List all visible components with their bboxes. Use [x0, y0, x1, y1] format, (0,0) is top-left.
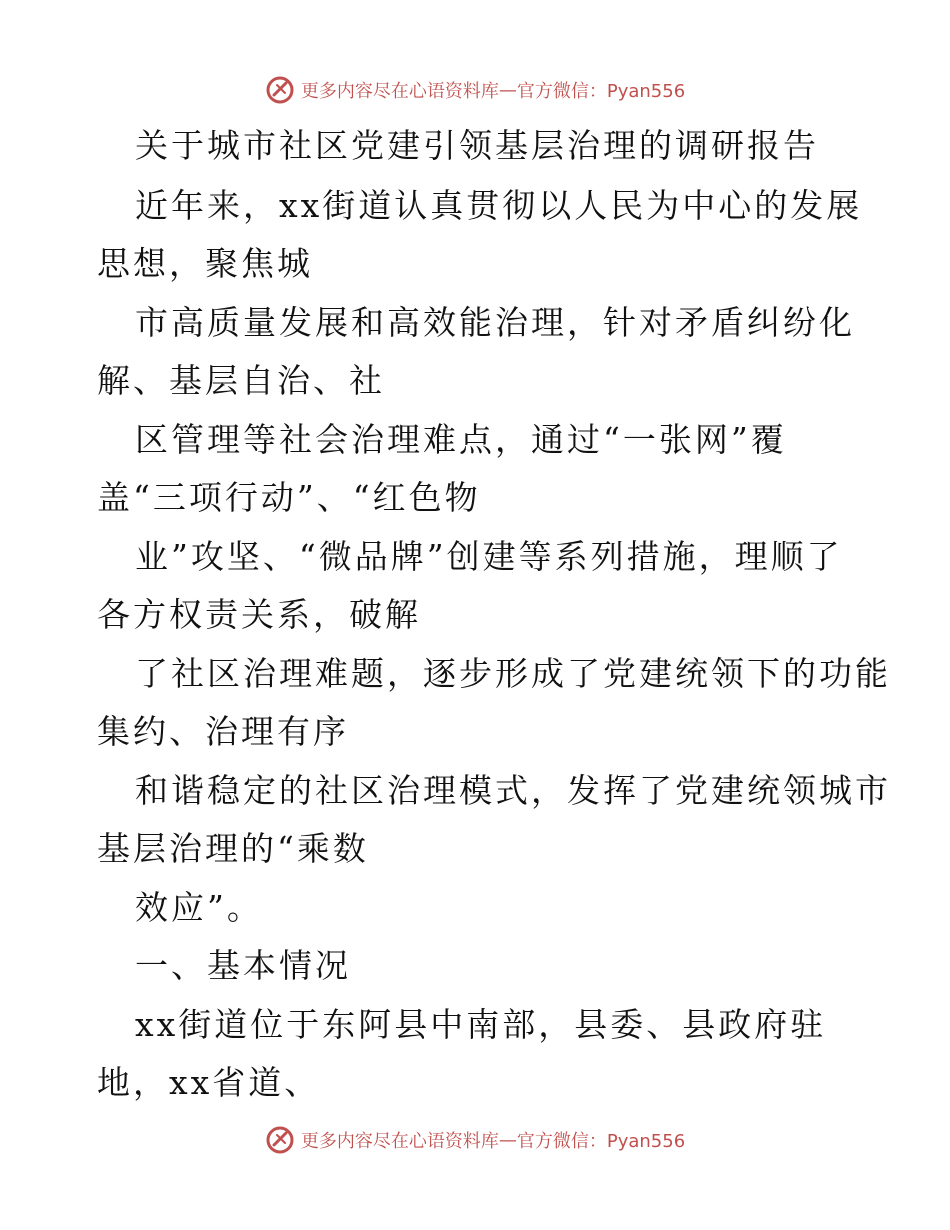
paragraph-line: 集约、治理有序: [97, 712, 349, 751]
paragraph-line: 了社区治理难题，逐步形成了党建统领下的功能: [135, 654, 891, 693]
logo-icon: [265, 1125, 295, 1155]
paragraph-line: 基层治理的“乘数: [97, 829, 369, 868]
footer-watermark: [0, 1120, 950, 1160]
watermark-wechat: 官方微信：Pyan556: [516, 1131, 686, 1152]
paragraph-line: 思想，聚焦城: [97, 244, 313, 283]
paragraph-line: 近年来，xx街道认真贯彻以人民为中心的发展: [135, 186, 863, 225]
watermark-separator: —: [498, 79, 517, 101]
watermark-main-text: 更多内容尽在心语资料库: [300, 1131, 499, 1152]
watermark-wechat: 官方微信：Pyan556: [516, 81, 686, 102]
paragraph-line: 效应”。: [135, 888, 263, 927]
document-title: 关于城市社区党建引领基层治理的调研报告: [135, 126, 819, 165]
paragraph-line: 业”攻坚、“微品牌”创建等系列措施，理顺了: [135, 537, 843, 576]
watermark-main-text: 更多内容尽在心语资料库: [300, 81, 499, 102]
watermark-separator: —: [498, 1129, 517, 1151]
paragraph-line: 和谐稳定的社区治理模式，发挥了党建统领城市: [135, 771, 891, 810]
paragraph-line: 地，xx省道、: [97, 1063, 321, 1102]
paragraph-line: xx街道位于东阿县中南部，县委、县政府驻: [135, 1005, 827, 1044]
section-heading: 一、基本情况: [135, 946, 351, 985]
paragraph-line: 解、基层自治、社: [97, 361, 385, 400]
header-watermark: [0, 70, 950, 110]
paragraph-line: 市高质量发展和高效能治理，针对矛盾纠纷化: [135, 303, 855, 342]
logo-icon: [265, 75, 295, 105]
paragraph-line: 各方权责关系，破解: [97, 595, 421, 634]
paragraph-line: 盖“三项行动”、“红色物: [97, 478, 481, 517]
paragraph-line: 区管理等社会治理难点，通过“一张网”覆: [135, 420, 787, 459]
